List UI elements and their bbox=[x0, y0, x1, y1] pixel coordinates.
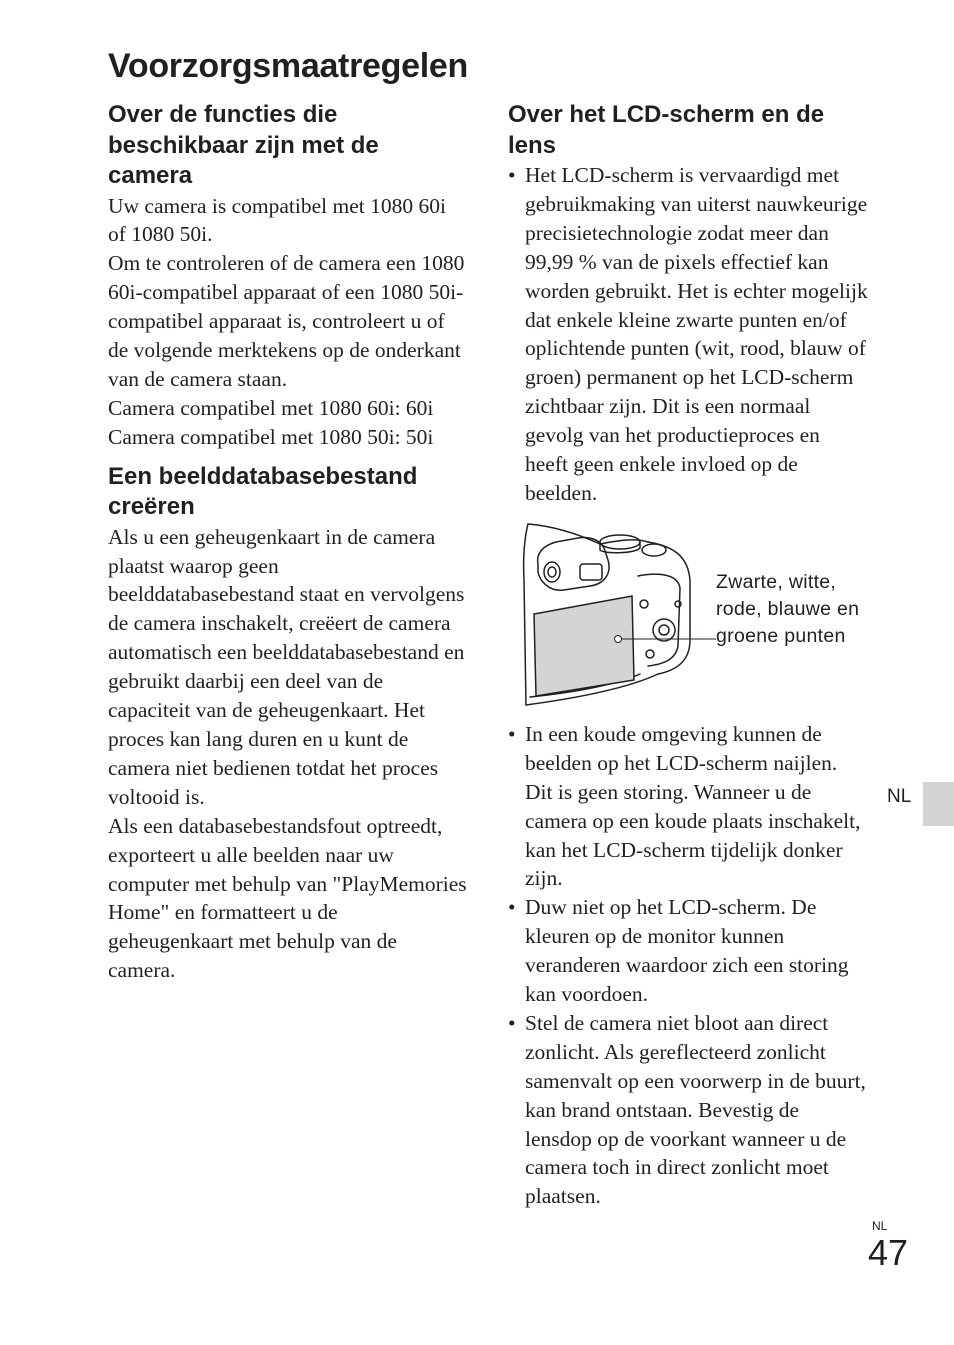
language-tab-marker bbox=[923, 782, 954, 826]
page-language-code: NL bbox=[872, 1219, 888, 1233]
paragraph: Als u een geheugenkaart in de camera plaatst waarop geen beelddatabasebestand staat en vervolgens de camera inschakelt, creëert de camera automatisch een beelddatabasebestand en gebruikt daarbij een deel van de capaciteit van de geheugenkaart. Het proces kan lang duren en u kunt de camera niet bedienen totdat het proces voltooid is. bbox=[108, 524, 465, 809]
list-item-text: Stel de camera niet bloot aan direct zonlicht. Als gereflecteerd zonlicht samenvalt op een voorwerp in de buurt, kan brand ontstaan. Bevestig de lensdop op de voorkant wanneer u de camera toch in direct zonlicht moet plaatsen. bbox=[525, 1010, 866, 1209]
paragraph: Camera compatibel met 1080 50i: 50i bbox=[108, 424, 434, 449]
list-item-text: Duw niet op het LCD-scherm. De kleuren op de monitor kunnen veranderen waardoor zich een storing kan voordoen. bbox=[525, 895, 849, 1007]
paragraph: Als een databasebestandsfout optreedt, exporteert u alle beelden naar uw computer met behulp van "PlayMemories Home" en formatteert u de geheugenkaart met behulp van de camera. bbox=[108, 813, 467, 983]
list-item-text: In een koude omgeving kunnen de beelden op het LCD-scherm naijlen. Dit is geen storing. Wanneer u de camera op een koude plaats inschakelt, kan het LCD-scherm tijdelijk donker zijn. bbox=[525, 721, 861, 891]
list-item bbox=[508, 893, 868, 1009]
bullet-list-top bbox=[508, 161, 868, 508]
bullet-icon: • bbox=[508, 721, 516, 746]
list-item bbox=[508, 720, 868, 893]
bullet-icon: • bbox=[508, 895, 516, 920]
section-heading-lcd: Over het LCD-scherm en de lens bbox=[508, 101, 825, 159]
paragraph: Uw camera is compatibel met 1080 60i of 1080 50i. bbox=[108, 193, 446, 247]
list-item bbox=[508, 1009, 868, 1211]
camera-illustration bbox=[508, 520, 868, 712]
bullet-icon: • bbox=[508, 163, 516, 187]
camera-lcd-drawing bbox=[508, 520, 718, 712]
page-number: 47 bbox=[868, 1232, 909, 1273]
list-item bbox=[508, 161, 868, 508]
page-title: Voorzorgsmaatregelen bbox=[108, 47, 468, 85]
section-heading-functions: Over de functies die beschikbaar zijn met de camera bbox=[108, 101, 379, 189]
paragraph: Om te controleren of de camera een 1080 60i-compatibel apparaat of een 1080 50i-compatibel apparaat is, controleert u of de volgende merktekens op de onderkant van de camera staan. bbox=[108, 251, 465, 391]
section-heading-database: Een beelddatabasebestand creëren bbox=[108, 462, 418, 521]
right-column bbox=[508, 100, 868, 1211]
figure-caption: Zwarte, witte, rode, blauwe en groene punten bbox=[716, 570, 860, 647]
bullet-list-bottom bbox=[508, 720, 868, 1211]
list-item-text: Het LCD-scherm is vervaardigd met gebruikmaking van uiterst nauwkeurige precisietechnologie zodat meer dan 99,99 % van de pixels effectief kan worden gebruikt. Het is echter mogelijk dat enkele kleine zwarte punten en/of oplichtende punten (wit, rood, blauw of groen) permanent op het LCD-scherm zichtbaar zijn. Dit is een normaal gevolg van het productieproces en heeft geen enkele invloed op de beelden. bbox=[525, 163, 868, 505]
bullet-icon: • bbox=[508, 1010, 516, 1035]
language-tab-label: NL bbox=[887, 786, 912, 807]
paragraph: Camera compatibel met 1080 60i: 60i bbox=[108, 395, 434, 420]
left-column bbox=[108, 100, 468, 985]
